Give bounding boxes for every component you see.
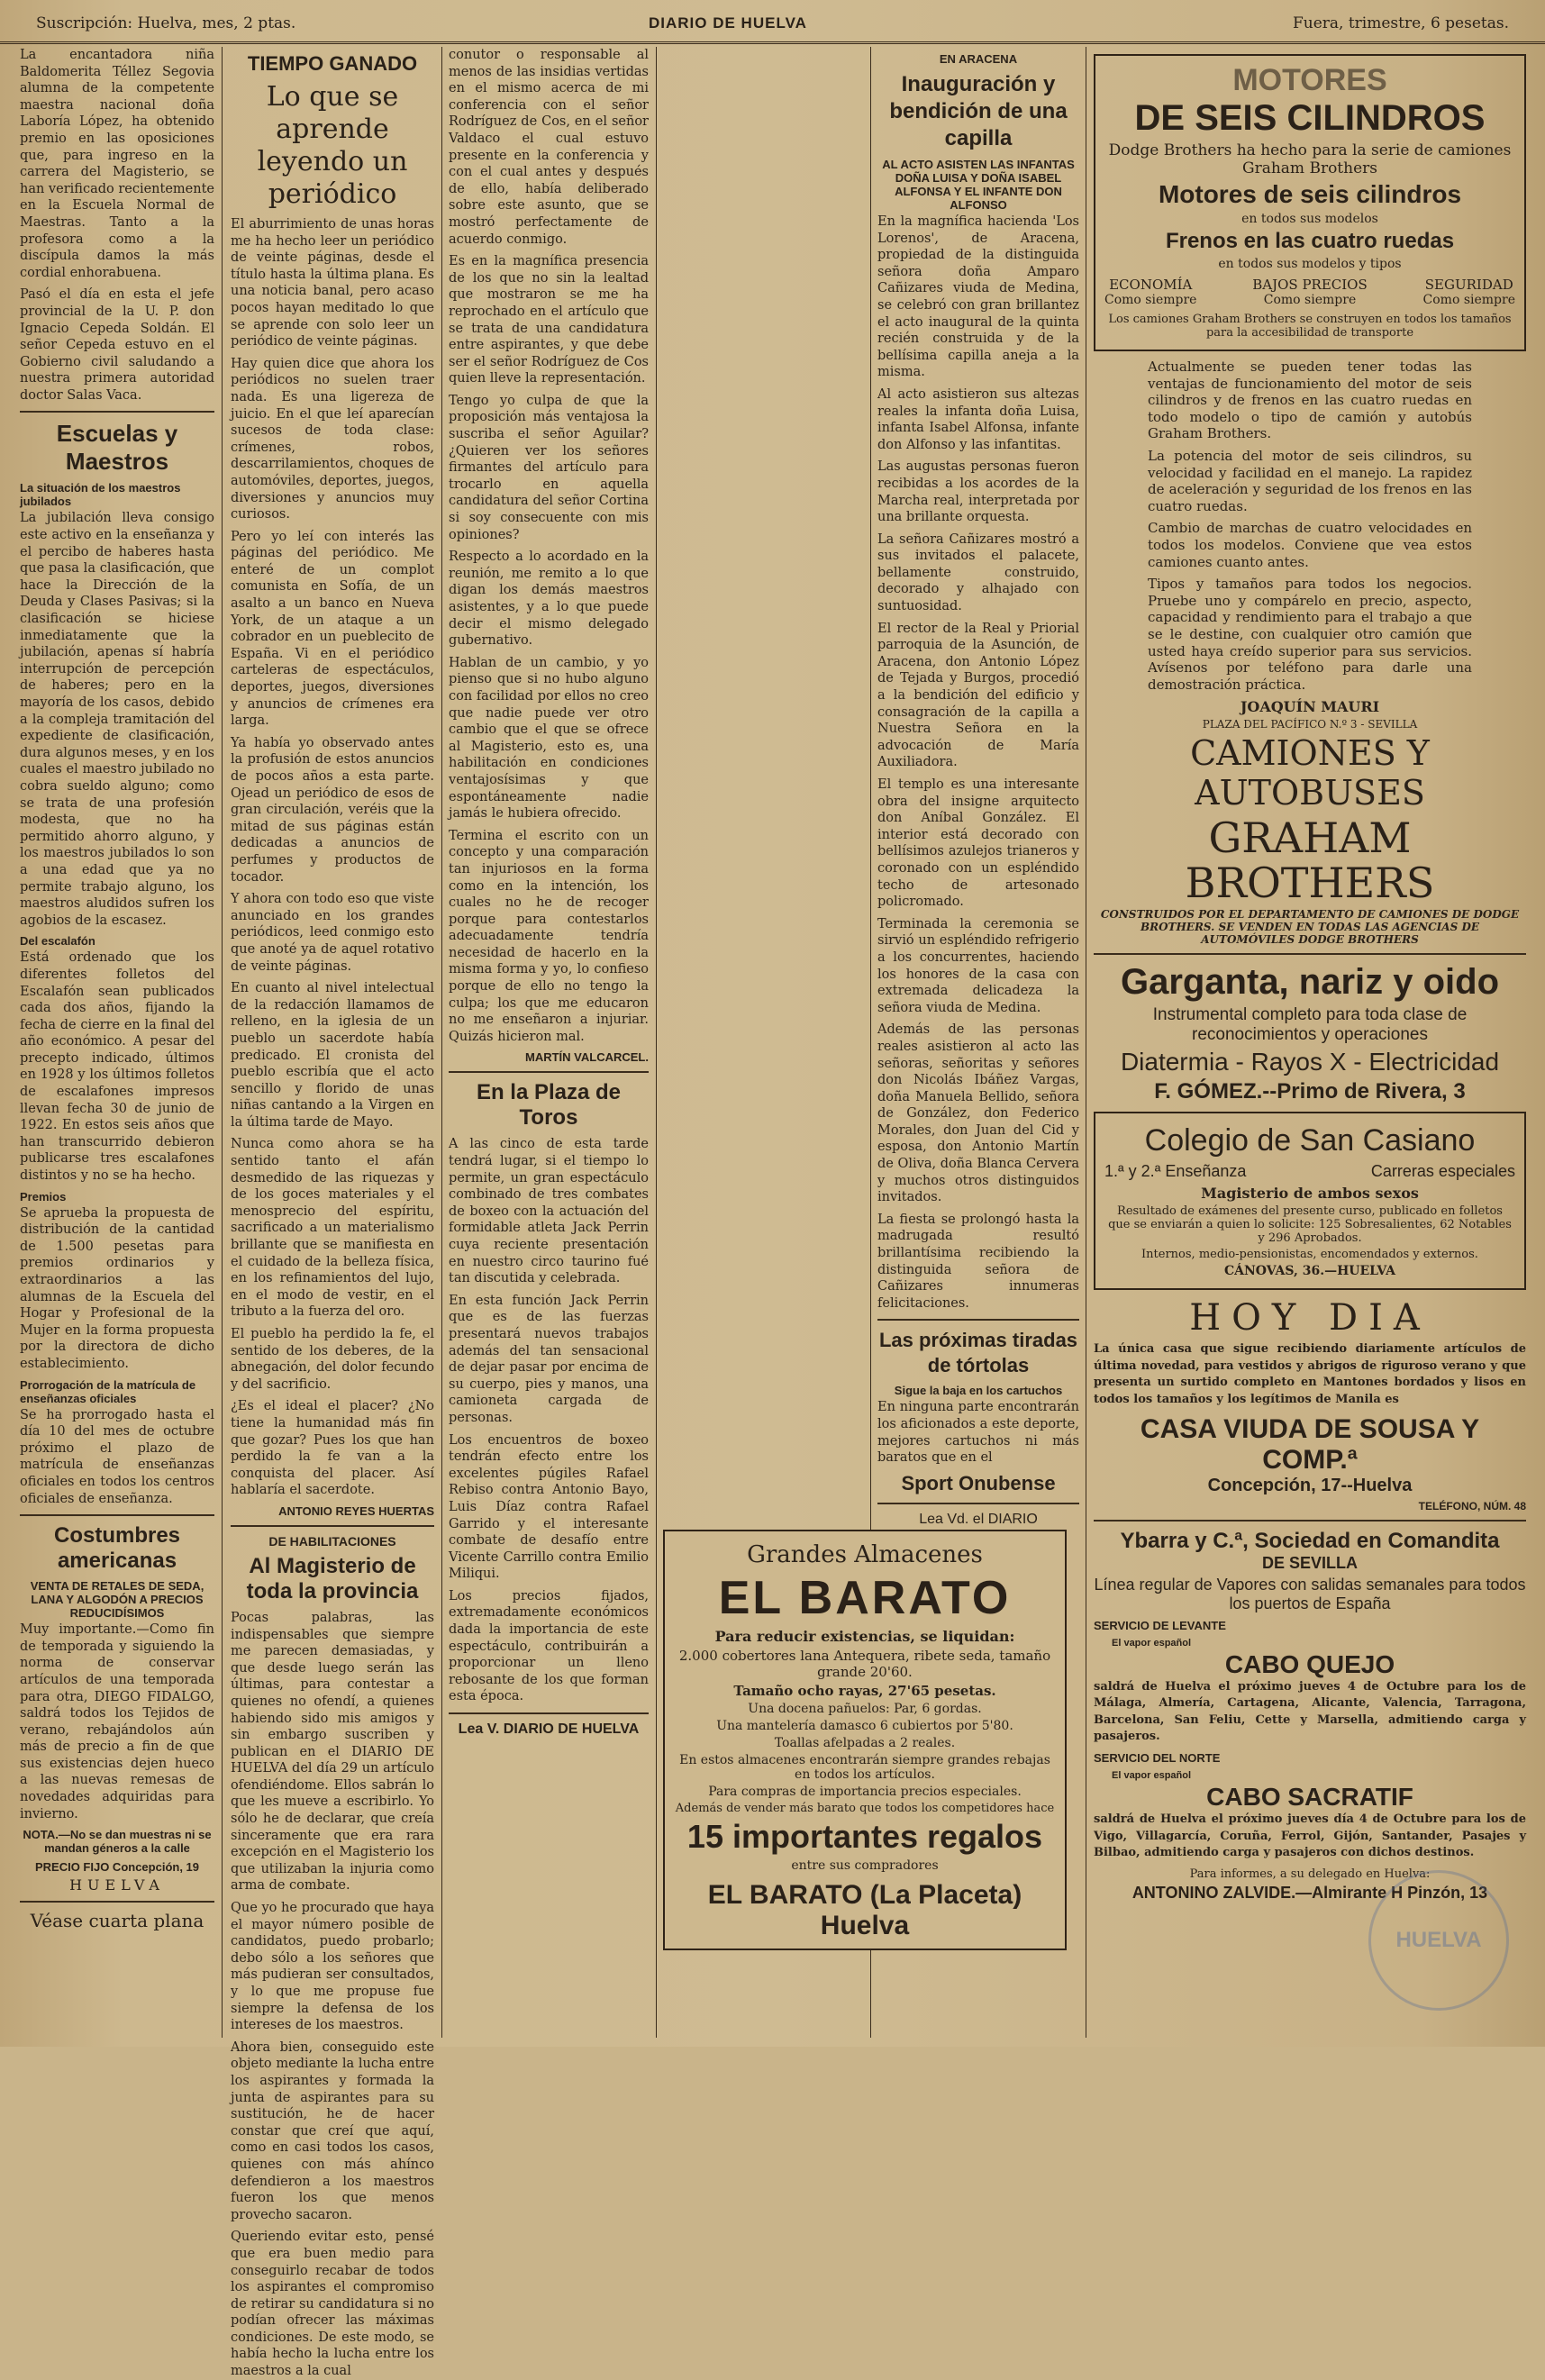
promo-read: Lea Vd. el DIARIO bbox=[919, 1511, 1038, 1527]
column-rule bbox=[656, 47, 657, 2038]
article-text: En la magnífica hacienda 'Los Lorenos', de Aracena, propiedad de la distinguida señora doña Amparo Cañizares viuda de Medina, se celebró con gran brillantez el acto inaugural de la quinta recién construida y de la bellísima capilla aneja a la misma. bbox=[877, 214, 1079, 380]
article-text: Queriendo evitar esto, pensé que era buen medio para conseguirlo recabar de todos los aspirantes el compromiso de retirar su candidatura si no podían ofrecer las máximas condiciones. De este modo, se había hecho la lucha entre los maestros a la cual bbox=[231, 2230, 434, 2379]
ad-text: Carreras especiales bbox=[1370, 1162, 1515, 1181]
ad-text: En estos almacenes encontrarán siempre grandes rebajas en todos los artículos. bbox=[679, 1753, 1050, 1782]
ad-text: Actualmente se pueden tener todas las ventajas de funcionamiento del motor de seis cilindros y de frenos en las cuatro ruedas en todo modelo o tipo de camión y autobús Graham Brothers. bbox=[1148, 359, 1472, 442]
ship-name: CABO QUEJO bbox=[1224, 1649, 1395, 1678]
column-5 bbox=[1094, 47, 1526, 2038]
divider bbox=[231, 1525, 434, 1527]
ad-brand: CAMIONES Y AUTOBUSES bbox=[1190, 733, 1430, 813]
divider bbox=[1094, 1520, 1526, 1522]
divider bbox=[449, 1712, 649, 1714]
article-text: La encantadora niña Baldomerita Téllez Segovia alumna de la competente maestra nacional doña Laboría López, ha obtenido premio en las oposiciones que, para ingreso en la carrera del Magisterio, se han verificado recientemente en la Escuela Normal de Maestras. Tanto a la profesora como a la discípula damos la más cordial enhorabuena. bbox=[20, 48, 215, 280]
article-text: Los precios fijados, extremadamente económicos dada la importancia de este espectáculo, contribuirán a proporcionar un lleno rebosante de los que forman esta época. bbox=[449, 1588, 649, 1704]
ad-agent: ANTONINO ZALVIDE.—Almirante H Pinzón, 13 bbox=[1131, 1883, 1488, 1902]
divider bbox=[20, 1514, 214, 1516]
ship-name: CABO SACRATIF bbox=[1206, 1783, 1413, 1812]
article-text: Que yo he procurado que haya el mayor número posible de candidatos, puedo probarlo; debo sólo a los señores que más pudieran ser consultados, y lo que me propuse fue siempre la defensa de los intereses de los maestros. bbox=[231, 1901, 434, 2033]
article-text: El aburrimiento de unas horas me ha hecho leer un periódico de veinte páginas, desde el título hasta la última plana. Es una noticia banal, pero acaso pocos hayan meditado lo que se aprende con solo leer un periódico de veinte páginas. bbox=[231, 217, 434, 350]
ad-text: Instrumental completo para toda clase de reconocimientos y operaciones bbox=[1152, 1005, 1468, 1045]
article-text: Las augustas personas fueron recibidas a los acordes de la Marcha real, interpretada por una brillante orquesta. bbox=[877, 459, 1079, 525]
ad-brand: GRAHAM BROTHERS bbox=[1185, 813, 1435, 908]
article-kicker: DE HABILITACIONES bbox=[268, 1533, 396, 1549]
subheading: Del escalafón bbox=[20, 934, 95, 949]
article-text: Y ahora con todo eso que viste anunciado en los grandes periódicos, leed conmigo esto que anoté ya de aquel rotativo de veinte páginas. bbox=[231, 892, 434, 974]
ad-phone: TELÉFONO, NÚM. 48 bbox=[1418, 1499, 1526, 1512]
ad-text: 2.000 cobertores lana Antequera, ribete seda, tamaño grande 20'60. bbox=[678, 1648, 1051, 1680]
ad-address: CÁNOVAS, 36.—HUELVA bbox=[1223, 1264, 1396, 1279]
keypoint bbox=[1104, 277, 1196, 307]
divider bbox=[20, 411, 214, 413]
footer-note: Véase cuarta plana bbox=[30, 1910, 204, 1932]
ad-text: en todos sus modelos y tipos bbox=[1218, 257, 1402, 271]
ad-text: La única casa que sigue recibiendo diariamente artículos de última novedad, para vestidos y abrigos de riguroso verano y que presenta un surtido completo en Mantones bordados y lisos en todos los tamaños y los legítimos de Manila es bbox=[1094, 1342, 1526, 1407]
ad-text: La potencia del motor de seis cilindros, su velocidad y facilidad en el manejo. La rapidez de aceleración y seguridad de los frenos en las cuatro ruedas. bbox=[1148, 447, 1472, 514]
article-text: Al acto asistieron sus altezas reales la infanta doña Luisa, infanta Isabel Alfonsa, infante don Alfonso y las infantitas. bbox=[877, 386, 1079, 452]
keypoint bbox=[1252, 277, 1368, 307]
keypoint-title: SEGURIDAD bbox=[1424, 277, 1513, 293]
article-text: ¿Es el ideal el placer? ¿No tiene la humanidad más fin que gozar? Pues los que han perdido la fe van a la conquista del placer. Así hablaría el sacerdote. bbox=[231, 1399, 434, 1498]
article-text: Hablan de un cambio, y yo pienso que si no hubo alguno con facilidad por ellos no creo que nadie puede ver otro cambio que el que se ofrece al Magisterio, esto es, una habilitación en condiciones ventajosísimas y que espontáneamente nadie jamás le hubiera ofrecido. bbox=[449, 655, 649, 822]
divider bbox=[877, 1503, 1079, 1504]
article-headline: Al Magisterio de toda la provincia bbox=[246, 1553, 419, 1603]
ad-text: Dodge Brothers ha hecho para la serie de camiones Graham Brothers bbox=[1108, 141, 1512, 177]
ad-text: Para reducir existencias, se liquidan: bbox=[714, 1628, 1015, 1645]
ad-heading: Grandes Almacenes bbox=[747, 1541, 983, 1568]
article-text: Pero yo leí con interés las páginas del periódico. Me enteré de un complot comunista en Sofía, de un asalto a un banco en Nueva York, de un ataque a un cobrador en un pueblecito de España. Vi en el periódico carteleras de espectáculos, deportes, juegos, diversiones y anuncios de crímenes era larga. bbox=[231, 529, 434, 729]
ad-text: Cambio de marchas de cuatro velocidades en todos los modelos. Conviene que vea estos camiones cuanto antes. bbox=[1148, 520, 1472, 570]
subheading: Premios bbox=[20, 1189, 67, 1204]
ad-brand: CASA VIUDA DE SOUSA Y COMP.ª bbox=[1140, 1413, 1480, 1475]
keypoint bbox=[1423, 277, 1515, 307]
article-text: Además de las personas reales asistieron al acto las señoras, señoritas y señores don Nicolás Ibáñez Vargas, doña Manuela Bellido, señora de González, don Federico Morales, don Juan del Cid y esposa, don Antonio Martín de Oliva, doña Blanca Cervera y muchos otros distinguidos invitados. bbox=[877, 1022, 1079, 1205]
ad-address: Concepción, 17--Huelva bbox=[1207, 1475, 1413, 1495]
graham-brothers-ad bbox=[1094, 54, 1526, 351]
keypoint-note: Como siempre bbox=[1104, 293, 1197, 307]
library-stamp: HUELVA bbox=[1368, 1870, 1509, 2011]
section-heading: Escuelas y Maestros bbox=[56, 420, 178, 476]
ad-address: PLAZA DEL PACÍFICO N.º 3 - SEVILLA bbox=[1202, 718, 1418, 731]
ad-text: El vapor español bbox=[1112, 1770, 1192, 1782]
ad-heading: DE SEIS CILINDROS bbox=[1134, 98, 1486, 138]
article-text: Se aprueba la propuesta de distribución de la cantidad de 1.500 pesetas para premios ordinarios y extraordinarios a las alumnas de la Escuela del Hogar y Profesional de la Mujer en la forma propuesta por la directora de dicho establecimiento. bbox=[20, 1205, 214, 1371]
ad-heading: Ybarra y C.ª, Sociedad en Comandita bbox=[1120, 1528, 1500, 1553]
ad-promo: 15 importantes regalos bbox=[686, 1818, 1043, 1855]
column-rule bbox=[441, 47, 442, 2038]
article-text: Tengo yo culpa de que la proposición más ventajosa la suscriba el señor Aguilar? ¿Quieren ver los señores firmantes del artículo para trocarlo en aquella candidatura del señor Cortina si soy consecuente con mis opiniones? bbox=[449, 393, 649, 542]
article-kicker: EN ARACENA bbox=[939, 52, 1018, 66]
ad-text: Tipos y tamaños para todos los negocios. Pruebe uno y compárelo en precio, aspecto, capacidad y rendimiento para el trabajo a que se le destine, con cualquier otro camión que usted haya creído superior para sus servicios. Avísenos por teléfono para darle una demostración práctica. bbox=[1148, 576, 1472, 693]
ad-feature: Motores de seis cilindros bbox=[1158, 180, 1462, 208]
article-text: Respecto a lo acordado en la reunión, me remito a lo que digan los demás maestros asistentes, y a lo que puede decir el mismo delegado gubernativo. bbox=[449, 550, 649, 649]
article-text: Ya había yo observado antes la profusión de estos anuncios de pocos años a esta parte. Ojead un periódico de esos de gran circulación, veréis que la mitad de sus páginas están dedicadas a anuncios de perfumes y productos de tocador. bbox=[231, 735, 434, 885]
ad-text: Una mantelería damasco 6 cubiertos por 5'80. bbox=[716, 1719, 1013, 1733]
article-text: Pasó el día en esta el jefe provincial de la U. P. don Ignacio Cepeda Soldán. El señor Cepeda estuvo en el Gobierno civil saludando a nuestra primera autoridad doctor Salas Vaca. bbox=[20, 287, 214, 403]
article-text: El pueblo ha perdido la fe, el sentido de los deberes, de la abnegación, del dolor fecundo y del sacrificio. bbox=[231, 1327, 434, 1392]
ad-brand: Sport Onubense bbox=[901, 1471, 1056, 1494]
article-headline: Lo que se aprende leyendo un periódico bbox=[257, 81, 408, 210]
masthead bbox=[0, 0, 1545, 44]
ad-heading: Garganta, nariz y oido bbox=[1120, 962, 1500, 1003]
ad-text: Magisterio de ambos sexos bbox=[1201, 1185, 1419, 1203]
ad-text: Internos, medio-pensionistas, encomendados y externos. bbox=[1141, 1248, 1478, 1262]
ad-dealer: JOAQUÍN MAURI bbox=[1240, 698, 1380, 716]
ad-text: Muy importante.—Como fin de temporada y siguiendo la norma de conservar artículos de una temporada para otra, DIEGO FIDALGO, saldrá todos los Tejidos de verano, rebajándolos aún más de precio a fin de que sus existencias dejen hueco a las nuevas remesas de novedades adquiridas para invierno. bbox=[20, 1622, 214, 1821]
article-headline: Inauguración y bendición de una capilla bbox=[889, 72, 1068, 150]
divider bbox=[20, 1901, 214, 1903]
el-barato-ad bbox=[663, 1530, 1067, 1950]
promo-read: Lea V. DIARIO DE HUELVA bbox=[458, 1721, 640, 1738]
subheading: Prorrogación de la matrícula de enseñanzas oficiales bbox=[20, 1377, 196, 1405]
article-headline: Las próximas tiradas de tórtolas bbox=[878, 1329, 1078, 1377]
ad-feature: Frenos en las cuatro ruedas bbox=[1165, 229, 1455, 253]
article-deck: Sigue la baja en los cartuchos bbox=[894, 1384, 1063, 1398]
ad-text: Tamaño ocho rayas, 27'65 pesetas. bbox=[733, 1683, 996, 1699]
subscription-outside: Fuera, trimestre, 6 pesetas. bbox=[1292, 14, 1509, 32]
article-text: Pocas palabras, las indispensables que siempre me parecen demasiadas, y que desde luego serán las últimas, para contestar a quienes no ofendí, a quienes habiendo sido mis amigos y sin embargo suscriben y publican en el DIARIO DE HUELVA del día 29 un artículo ofendiéndome. Ellos sabrán lo que les mueve a escribirlo. Yo sólo he de declarar, que creía sinceramente que era rara excepción en el Magisterio los que utilizaban la injuria como arma de combate. bbox=[231, 1610, 434, 1894]
keypoint-note: Como siempre bbox=[1422, 293, 1515, 307]
ad-subheading: SERVICIO DEL NORTE bbox=[1094, 1751, 1221, 1766]
article-text: El templo es una interesante obra del insigne arquitecto don Aníbal González. El interior está decorado con bellísimos azulejos trianeros y coronado con un espléndido techo de artesonado policromado. bbox=[877, 777, 1079, 910]
ad-text: saldrá de Huelva el próximo jueves día 4 de Octubre para los de Vigo, Villagarcía, Coruña, Ferrol, Gijón, Santander, Pasajes y Bilbao, admitiendo carga y pasajeros con dichos destinos. bbox=[1094, 1812, 1526, 1860]
ad-heading: HOY DIA bbox=[1189, 1297, 1431, 1340]
keypoint-title: ECONOMÍA bbox=[1109, 277, 1193, 293]
article-kicker: TIEMPO GANADO bbox=[247, 52, 418, 75]
article-text: conutor o responsable al menos de las insidias vertidas en el mismo acerca de mi conferencia con el señor Rodríguez de Cos, en el señor Valdaco el cual estuvo presente en la conferencia y con el cual antes y después de ello, había deliberado sobre este asunto, que se mostró perfectamente de acuerdo conmigo. bbox=[449, 48, 649, 247]
column-3 bbox=[449, 47, 649, 2038]
ad-keypoints bbox=[1104, 277, 1515, 307]
article-text: En cuanto al nivel intelectual de la redacción llamamos de relleno, en la iglesia de un pueblo un sacerdote había predicado. El cronista del pueblo escribía que el acto sencillo y florido de unas niñas cantando a la Virgen en la última tarde de Mayo. bbox=[231, 981, 434, 1130]
ad-heading: Colegio de San Casiano bbox=[1144, 1123, 1476, 1158]
article-text: La fiesta se prolongó hasta la madrugada resultó brillantísima recibiendo la distinguida señora de Cañizares innumeras felicitaciones. bbox=[877, 1212, 1079, 1311]
ad-text: Para informes, a su delegado en Huelva: bbox=[1189, 1867, 1431, 1881]
article-text: Es en la magnífica presencia de los que no sin la lealtad que mostraron se me ha reprochado en el artículo que se trata de una candidatura entre aspirantes, y que debe ser el señor Rodríguez de Cos quien lleve la representación. bbox=[449, 254, 649, 386]
ad-text: 1.ª y 2.ª Enseñanza bbox=[1104, 1162, 1247, 1181]
article-text: Está ordenado que los diferentes folletos del Escalafón sean publicados cada dos años, fijando la fecha de cierre en la final del año económico. A pesar del precepto indicado, últimos en 1928 y los últimos folletos de escalafones impresos llevan fecha 30 de junio de 1922. En estos seis años que han transcurrido debieron publicarse tres escalafones distintos y no se ha hecho. bbox=[20, 950, 214, 1184]
article-signature: MARTÍN VALCARCEL. bbox=[525, 1050, 649, 1065]
ad-text: El vapor español bbox=[1112, 1637, 1192, 1649]
ad-city: HUELVA bbox=[69, 1876, 165, 1894]
article-text: Ahora bien, conseguido este objeto mediante la lucha entre los aspirantes y formada la junta de aspirantes para su sustitución, he de hacer constar que creí que aquí, como en casi todos los casos, quienes con más ahínco defendieron a los maestros fueron los que menos provecho sacaron. bbox=[231, 2039, 434, 2222]
san-casiano-ad bbox=[1094, 1112, 1526, 1290]
keypoint-title: BAJOS PRECIOS bbox=[1252, 277, 1368, 293]
divider bbox=[877, 1319, 1079, 1321]
article-text: Los encuentros de boxeo tendrán efecto entre los excelentes púgiles Rafael Rebiso contra Antonio Bayo, Luis Díaz contra Rafael Garrido y el interesante combate de desafío entre Vicente Carrillo contra Emilio Miliqui. bbox=[449, 1432, 649, 1582]
article-headline: En la Plaza de Toros bbox=[476, 1080, 622, 1131]
article-text: La jubilación lleva consigo este activo en la enseñanza y el percibo de haberes hasta que pasa la clasificación, que hace la Dirección de la Deuda y Clases Pasivas; si la clasificación se hiciese inmediatamente que la jubilación, apenas sí habría interrupción de percepción de haberes; pero en la mayoría de los casos, debido a la compleja tramitación del expediente de clasificación, dura algunos meses, y en los cuales el maestro jubilado no cobra sueldo alguno; como se trata de una profesión modesta, que no ha permitido ahorro alguno, y los maestros jubilados lo son a una edad que ya no permite trabajo alguno, los maestros aludidos sufren los agobios de la escasez. bbox=[20, 511, 214, 928]
ad-text: Además de vender más barato que todos los competidores hace bbox=[675, 1802, 1055, 1815]
column-2 bbox=[231, 47, 434, 2379]
ad-address: PRECIO FIJO Concepción, 19 bbox=[34, 1860, 200, 1875]
article-text: Terminada la ceremonia se sirvió un espléndido refrigerio a los concurrentes, haciendo los honores de la casa con extremada delicadeza la señora viuda de Medina. bbox=[877, 916, 1079, 1015]
ad-text: Toallas afelpadas a 2 reales. bbox=[774, 1736, 956, 1750]
ad-feature: Diatermia - Rayos X - Electricidad bbox=[1120, 1048, 1500, 1076]
article-text: En esta función Jack Perrin que es de las fuerzas presentará nuevos trabajos además del tan sensacional de dejar pasar por encima de su cuerpo, pies y manos, una camioneta cargada de personas. bbox=[449, 1293, 649, 1425]
article-text: Se ha prorrogado hasta el día 10 del mes de octubre próximo el plazo de matrícula de enseñanzas oficiales en todos los centros oficiales de enseñanza. bbox=[20, 1407, 214, 1506]
ad-text: saldrá de Huelva el próximo jueves 4 de Octubre para los de Málaga, Almería, Cartagena, Alicante, Valencia, Tarragona, Barcelona, San Feliu, Cette y Marsella, admitiendo carga y pasajeros. bbox=[1094, 1679, 1526, 1744]
ad-top: MOTORES bbox=[1232, 63, 1387, 97]
article-text: A las cinco de esta tarde tendrá lugar, si el tiempo lo permite, un gran espectáculo combinado de tres combates de boxeo con la actuación del formidable atleta Jack Perrin cuya reciente presentación en nuestro circo taurino fué tan discutida y celebrada. bbox=[449, 1137, 649, 1286]
ad-text: DE SEVILLA bbox=[1261, 1553, 1358, 1572]
ad-address: F. GÓMEZ.--Primo de Rivera, 3 bbox=[1154, 1079, 1466, 1104]
article-text: La señora Cañizares mostró a sus invitados el palacete, bellamente construido, decorado y alhajado con suntuosidad. bbox=[877, 531, 1079, 614]
keypoint-note: Como siempre bbox=[1263, 293, 1357, 307]
ad-brand: EL BARATO bbox=[718, 1572, 1012, 1624]
article-deck: AL ACTO ASISTEN LAS INFANTAS DOÑA LUISA Y DOÑA ISABEL ALFONSA Y EL INFANTE DON ALFONSO bbox=[882, 158, 1075, 212]
ad-footer: EL BARATO (La Placeta) Huelva bbox=[707, 1880, 1022, 1940]
subheading: La situación de los maestros jubilados bbox=[20, 481, 181, 509]
ad-text: Línea regular de Vapores con salidas semanales para todos los puertos de España bbox=[1094, 1575, 1526, 1612]
column-1 bbox=[20, 47, 214, 2038]
ad-text: Resultado de exámenes del presente curso, publicado en folletos que se enviarán a quien lo solicite: 125 Sobresalientes, 62 Notables y 296 Aprobados. bbox=[1108, 1204, 1512, 1246]
article-text: Hay quien dice que ahora los periódicos no suelen traer nada. Es una ligereza de juicio. En el que leí aparecían sucesos de toda clase: crímenes, robos, descarrilamientos, choques de automóviles, deportes, juegos, diversiones y anuncios muy curiosos. bbox=[231, 356, 434, 522]
ad-heading: Costumbres americanas bbox=[53, 1523, 181, 1574]
ad-text: entre sus compradores bbox=[791, 1858, 939, 1873]
ad-subheading: SERVICIO DE LEVANTE bbox=[1094, 1618, 1226, 1632]
ad-text: en todos sus modelos bbox=[1241, 212, 1378, 226]
ad-text: Una docena pañuelos: Par, 6 gordas. bbox=[748, 1702, 982, 1716]
ad-note: NOTA.—No se dan muestras ni se mandan géneros a la calle bbox=[23, 1828, 212, 1856]
subscription-local: Suscripción: Huelva, mes, 2 ptas. bbox=[36, 14, 296, 32]
article-text: Nunca como ahora se ha sentido tanto el afán desmedido de las riquezas y de los goces materiales y el menosprecio del espíritu, sacrificado a un materialismo brillante que se manifiesta en el cuidado de la belleza física, en los refinamientos del lujo, en el modo de vestir, en el tributo a la fuerza del oro. bbox=[231, 1137, 434, 1320]
divider bbox=[449, 1071, 649, 1073]
ad-footer: CONSTRUIDOS POR EL DEPARTAMENTO DE CAMIONES DE DODGE BROTHERS. SE VENDEN EN TODAS LAS AGENCIAS DE AUTOMÓVILES DODGE BROTHERS bbox=[1100, 908, 1520, 947]
article-signature: ANTONIO REYES HUERTAS bbox=[278, 1503, 434, 1518]
newspaper-title: DIARIO DE HUELVA bbox=[649, 14, 807, 32]
ad-row bbox=[1104, 1162, 1515, 1181]
article-text: En ninguna parte encontrarán los aficionados a este deporte, mejores cartuchos ni más baratos que en el bbox=[877, 1400, 1079, 1466]
article-text: Termina el escrito con un concepto y una comparación tan injuriosos en la forma como en la intención, los cuales no he de recoger porque para contestarlos adecuadamente tendría necesidad de hacerlo en la misma forma y yo, lo confieso porque de ello no tengo la culpa; los que me educaron no me enseñaron a injuriar. Quizás hicieron mal. bbox=[449, 828, 649, 1044]
article-text: El rector de la Real y Priorial parroquia de la Asunción, de Aracena, don Antonio López de Tejada y Burgos, procedió a la bendición del edificio y consagración de la capilla a Nuestra Señora en la advocación de María Auxiliadora. bbox=[877, 621, 1079, 770]
ad-text: Los camiones Graham Brothers se construyen en todos los tamaños para la accesibilidad de transporte bbox=[1108, 313, 1512, 340]
ad-text: Para compras de importancia precios especiales. bbox=[708, 1785, 1022, 1799]
divider bbox=[1094, 953, 1526, 955]
ad-subheading: VENTA DE RETALES DE SEDA, LANA Y ALGODÓN A PRECIOS REDUCIDÍSIMOS bbox=[30, 1579, 204, 1621]
column-rule bbox=[222, 47, 223, 2038]
